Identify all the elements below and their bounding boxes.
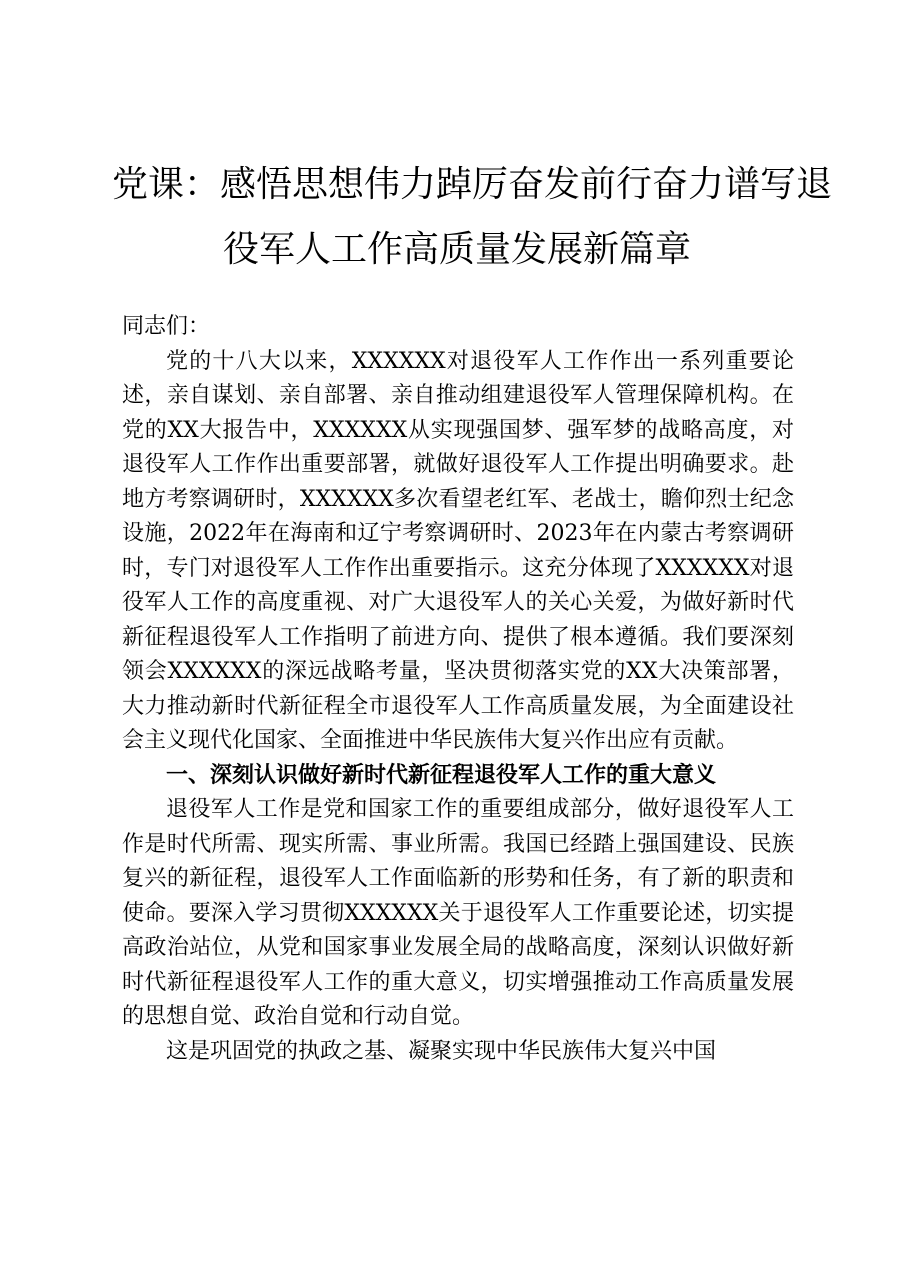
document-title-line-1: 党课：感悟思想伟力踔厉奋发前行奋力谱写退 (112, 164, 833, 205)
document-title-line-2: 役军人工作高质量发展新篇章 (222, 229, 691, 270)
document-body (122, 310, 794, 1069)
paragraph-intro: 党的十八大以来，XXXXXX对退役军人工作作出一系列重要论述，亲自谋划、亲自部署、亲自推动组建退役军人管理保障机构。在党的XX大报告中，XXXXXX从实现强国梦、强军梦的战略高度，对退役军人工作作出重要部署，就做好退役军人工作提出明确要求。赴地方考察调研时，XXXXXX多次看望老红军、老战士，瞻仰烈士纪念设施，2022年在海南和辽宁考察调研时、2023年在内蒙古考察调研时，专门对退役军人工作作出重要指示。这充分体现了XXXXXX对退役军人工作的高度重视、对广大退役军人的关心关爱，为做好新时代新征程退役军人工作指明了前进方向、提供了根本遵循。我们要深刻领会XXXXXX的深远战略考量，坚决贯彻落实党的XX大决策部署，大力推动新时代新征程全市退役军人工作高质量发展，为全面建设社会主义现代化国家、全面推进中华民族伟大复兴作出应有贡献。 (122, 348, 794, 753)
salutation: 同志们： (122, 314, 211, 339)
paragraph-section-1-continued: 这是巩固党的执政之基、凝聚实现中华民族伟大复兴中国 (166, 1038, 717, 1064)
section-heading-1: 一、深刻认识做好新时代新征程退役军人工作的重大意义 (166, 762, 717, 788)
paragraph-section-1: 退役军人工作是党和国家工作的重要组成部分，做好退役军人工作是时代所需、现实所需、事业所需。我国已经踏上强国建设、民族复兴的新征程，退役军人工作面临新的形势和任务，有了新的职责和使命。要深入学习贯彻XXXXXX关于退役军人工作重要论述，切实提高政治站位，从党和国家事业发展全局的战略高度，深刻认识做好新时代新征程退役军人工作的重大意义，切实增强推动工作高质量发展的思想自觉、政治自觉和行动自觉。 (122, 797, 794, 1029)
